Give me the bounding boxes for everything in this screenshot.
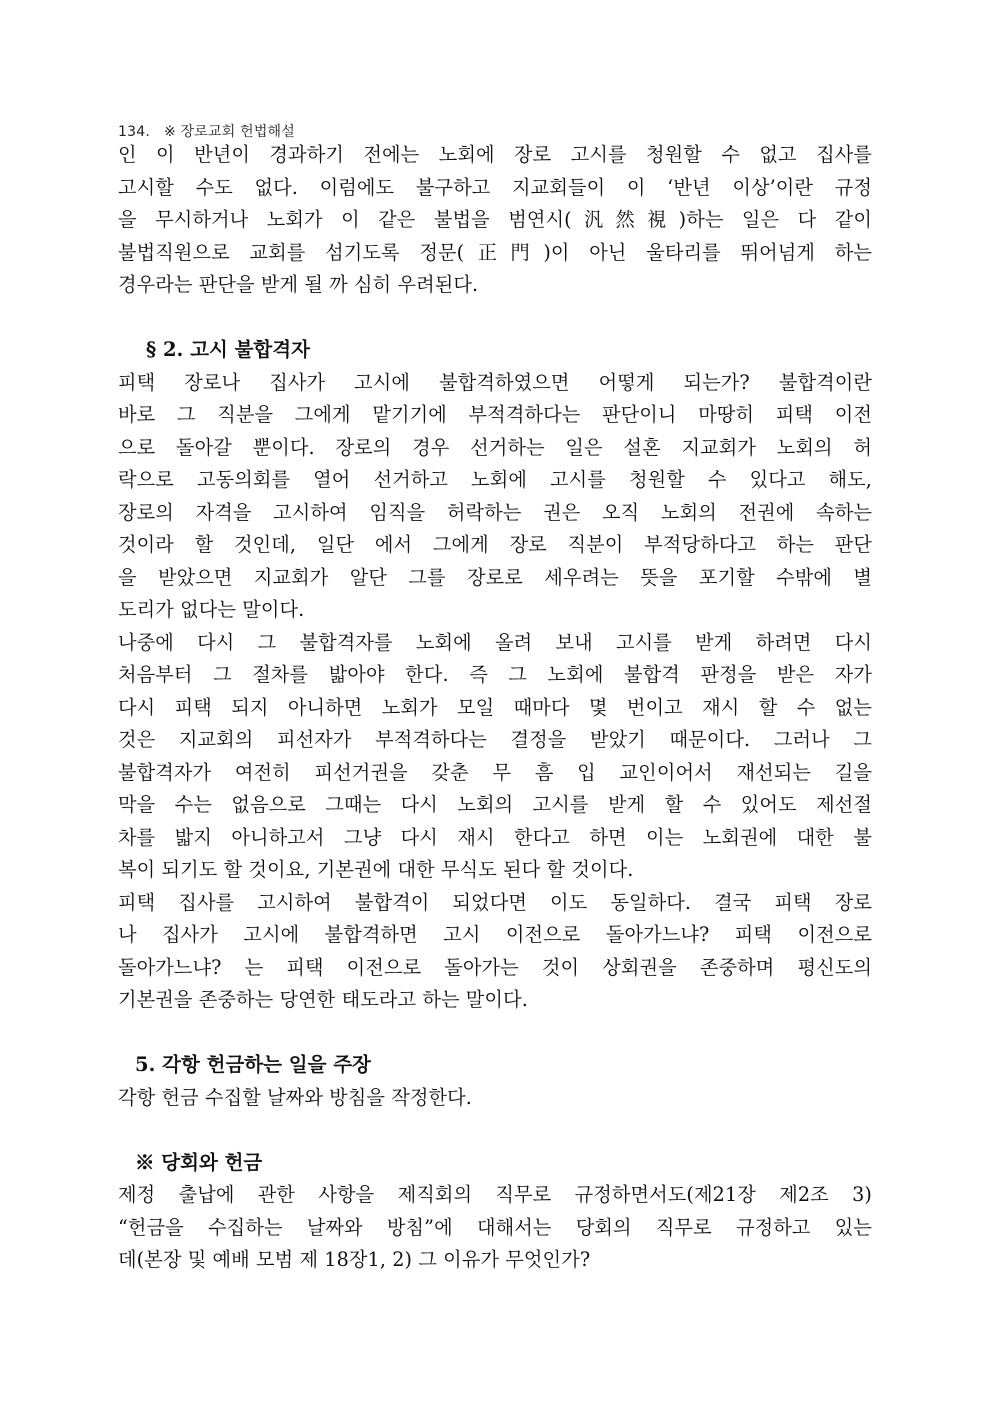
text-line: 제정 출납에 관한 사항을 제직회의 직무로 규정하면서도(제21장 제2조 3): [118, 1183, 872, 1206]
text-line: 인 이 반년이 경과하기 전에는 노회에 장로 고시를 청원할 수 없고 집사를: [118, 143, 872, 166]
text-line: 차를 밟지 아니하고서 그냥 다시 재시 한다고 하면 이는 노회권에 대한 불: [118, 825, 872, 849]
text-line: 으로 돌아갈 뿐이다. 장로의 경우 선거하는 일은 설혼 지교회가 노회의 허: [118, 435, 872, 459]
paragraph-2c: [118, 887, 872, 1017]
paragraph-2b: [118, 627, 872, 887]
book-title: ※ 장로교회 헌법해설: [163, 124, 296, 140]
text-line: 불합격자가 여전히 피선거권을 갖춘 무 흠 입 교인이어서 재선되는 길을: [118, 760, 872, 784]
paragraph-note: [118, 1179, 872, 1277]
text-line: 데(본장 및 예배 모범 제 18장1, 2) 그 이유가 무엇인가?: [118, 1248, 591, 1271]
section-heading-2: § 2. 고시 불합격자: [146, 338, 310, 361]
page-number: 134.: [118, 124, 150, 140]
text-line: 장로의 자격을 고시하여 임직을 허락하는 권은 오직 노회의 전권에 속하는: [118, 500, 872, 524]
text-line: 처음부터 그 절차를 밟아야 한다. 즉 그 노회에 불합격 판정을 받은 자가: [118, 663, 872, 686]
spacer: [118, 1017, 872, 1050]
text-line: 바로 그 직분을 그에게 맡기기에 부적격하다는 판단이니 마땅히 피택 이전: [118, 403, 872, 426]
section-heading-5: 5. 각항 헌금하는 일을 주장: [135, 1053, 371, 1076]
text-line: 나중에 다시 그 불합격자를 노회에 올려 보내 고시를 받게 하려면 다시: [118, 630, 872, 654]
text-line: “헌금을 수집하는 날짜와 방침”에 대해서는 당회의 직무로 규정하고 있는: [118, 1215, 872, 1239]
text-line: 피택 장로나 집사가 고시에 불합격하였으면 어떻게 되는가? 불합격이란: [118, 370, 872, 394]
text-line: 도리가 없다는 말이다.: [118, 598, 305, 621]
paragraph-5: [118, 1082, 872, 1115]
text-line: 기본권을 존중하는 당연한 태도라고 하는 말이다.: [118, 988, 528, 1011]
text-line: 막을 수는 없음으로 그때는 다시 노회의 고시를 받게 할 수 있어도 제선절: [118, 793, 872, 816]
running-header: [118, 121, 295, 141]
text-line: 것이라 할 것인데, 일단 에서 그에게 장로 직분이 부적당하다고 하는 판단: [118, 533, 872, 556]
spacer: [118, 1114, 872, 1147]
spacer: [118, 302, 872, 335]
paragraph-2a: [118, 367, 872, 627]
text-line: 것은 지교회의 피선자가 부적격하다는 결정을 받았기 때문이다. 그러나 그: [118, 728, 872, 751]
text-line: 고시할 수도 없다. 이럼에도 불구하고 지교회들이 이 ‘반년 이상’이란 규정: [118, 175, 872, 199]
note-heading: ※ 당회와 헌금: [135, 1150, 263, 1174]
text-line: 복이 되기도 할 것이요, 기본권에 대한 무식도 된다 할 것이다.: [118, 858, 634, 881]
paragraph-1: [118, 139, 872, 302]
text-line: 피택 집사를 고시하여 불합격이 되었다면 이도 동일하다. 결국 피택 장로: [118, 890, 872, 914]
text-line: 나 집사가 고시에 불합격하면 고시 이전으로 돌아가느냐? 피택 이전으로: [118, 923, 872, 946]
text-line: 경우라는 판단을 받게 될 까 심히 우려된다.: [118, 273, 479, 296]
text-line: 을 받았으면 지교회가 알단 그를 장로로 세우려는 뜻을 포기할 수밖에 별: [118, 565, 872, 589]
text-line: 돌아가느냐? 는 피택 이전으로 돌아가는 것이 상회권을 존중하며 평신도의: [118, 955, 872, 979]
text-line: 다시 피택 되지 아니하면 노회가 모일 때마다 몇 번이고 재시 할 수 없는: [118, 695, 872, 719]
body-text: [118, 139, 872, 1277]
text-line: 락으로 고동의회를 열어 선거하고 노회에 고시를 청원할 수 있다고 해도,: [118, 468, 872, 491]
text-line: 불법직원으로 교회를 섬기도록 정문(正門)이 아닌 울타리를 뛰어넘게 하는: [118, 240, 872, 264]
text-line: 을 무시하거나 노회가 이 같은 불법을 범연시(汎然視)하는 일은 다 같이: [118, 208, 872, 231]
text-line: 각항 헌금 수집할 날짜와 방침을 작정한다.: [118, 1085, 472, 1109]
